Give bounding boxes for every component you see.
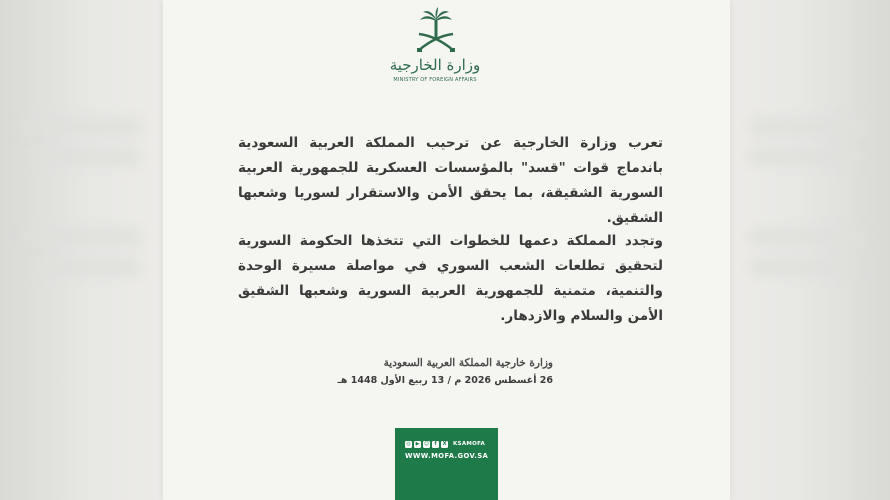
ministry-name-arabic: وزارة الخارجية (389, 56, 481, 74)
snapchat-icon[interactable]: ☺ (423, 440, 430, 447)
statement-paragraph-2: وتجدد المملكة دعمها للخطوات التي تتخذها الحكومة السورية لتحقيق تطلعات الشعب السوري في مواصلة مسيرة الوحدة والتنمية، متمنية للجمهورية العربية السورية وشعبها الشقيق الأمن والسلام والازدهار. (238, 233, 663, 324)
facebook-icon[interactable]: f (432, 441, 439, 448)
social-handle: KSAMOFA (453, 441, 486, 447)
instagram-icon[interactable]: ◎ (406, 440, 411, 447)
ministry-name-english: MINISTRY OF FOREIGN AFFAIRS (393, 77, 477, 83)
blurred-background-left (0, 0, 163, 500)
social-links-row (405, 439, 490, 449)
footer-banner (395, 428, 498, 500)
blurred-background-right (730, 0, 890, 500)
saudi-emblem-icon (411, 6, 461, 56)
youtube-icon[interactable]: ▶ (415, 440, 420, 447)
press-statement-document (163, 0, 730, 500)
statement-paragraph-1: تعرب وزارة الخارجية عن ترحيب المملكة العربية السعودية باندماج قوات "قسد" بالمؤسسات العسكرية للجمهورية العربية السورية الشقيقة، بما يحقق الأمن والاستقرار لسوريا وشعبها الشقيق. (238, 135, 663, 226)
signature-date: 26 أغسطس 2026 م / 13 ربيع الأول 1448 هـ (337, 375, 553, 386)
signature-issuer: وزارة خارجية المملكة العربية السعودية (383, 357, 553, 369)
x-icon[interactable]: X (442, 440, 447, 447)
website-link[interactable]: WWW.MOFA.GOV.SA (405, 452, 489, 460)
